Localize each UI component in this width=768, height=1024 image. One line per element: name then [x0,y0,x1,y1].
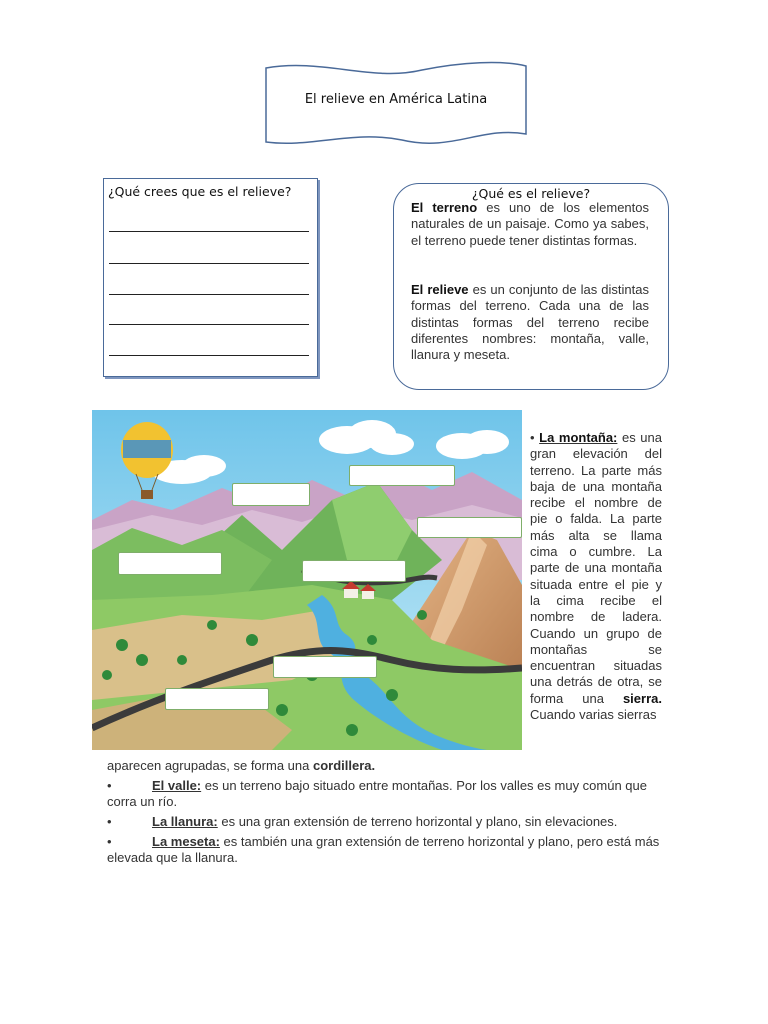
montana-text: es una gran elevación del terreno. La parte más baja de una montaña recibe el nombre de pie o falda. La parte más alta se llama cima o cumbre. La parte de una montaña situada entre el pie y la cima recibe el nombre de ladera. Cuando un grupo de montañas se encuentran situadas una detrás de otra, se forma una [530,430,662,706]
montana-continuation [107,758,662,774]
terreno-term: El terreno [411,200,478,215]
cordillera-term: cordillera. [312,758,376,773]
relieve-text: es un conjunto de las distintas formas del terreno. Cada una de las distintas formas del terreno recibe diferentes nombres: montaña, valle, llanura y meseta. [411,282,649,363]
llanura-term: La llanura: [152,814,218,829]
bullet: • [107,814,112,829]
answer-line[interactable] [109,355,309,356]
montana-text-end: Cuando varias sierras [530,707,657,723]
montana-paragraph [530,430,662,723]
label-box[interactable] [302,560,406,582]
relieve-term: El relieve [411,282,469,297]
page-title: El relieve en América Latina [304,92,488,107]
sierra-term: sierra. [622,690,662,706]
valle-term: El valle: [152,778,202,793]
meseta-term: La meseta: [152,834,220,849]
meseta-text: es también una gran extensión de terreno horizontal y plano, pero está más elevada que la llanura. [107,834,660,866]
question-box [103,178,318,377]
valle-paragraph [107,778,662,811]
question-box-title: ¿Qué crees que es el relieve? [108,184,292,199]
valle-text: es un terreno bajo situado entre montañas. Por los valles es muy común que corra un río. [107,778,647,810]
title-banner [262,60,530,148]
landscape-illustration [92,410,522,750]
terreno-paragraph [411,200,649,249]
info-box-title: ¿Qué es el relieve? [471,186,591,201]
llanura-paragraph [107,814,662,830]
relieve-paragraph [411,282,649,363]
answer-line[interactable] [109,324,309,325]
terreno-text: es uno de los elementos naturales de un paisaje. Como ya sabes, el terreno puede tener distintas formas. [411,200,649,248]
bullet: • [107,778,112,793]
label-box[interactable] [417,517,522,538]
label-box[interactable] [273,656,377,678]
answer-line[interactable] [109,294,309,295]
info-box [393,183,669,390]
meseta-paragraph [107,834,662,867]
bullet: • [107,834,112,849]
montana-term: La montaña: [539,430,618,445]
label-box[interactable] [349,465,455,486]
answer-line[interactable] [109,231,309,232]
llanura-text: es una gran extensión de terreno horizontal y plano, sin elevaciones. [217,814,618,829]
answer-line[interactable] [109,263,309,264]
label-box[interactable] [232,483,310,506]
label-box[interactable] [118,552,222,575]
continuation-text: aparecen agrupadas, se forma una [107,758,313,773]
bullet: • [530,430,535,445]
label-box[interactable] [165,688,269,710]
